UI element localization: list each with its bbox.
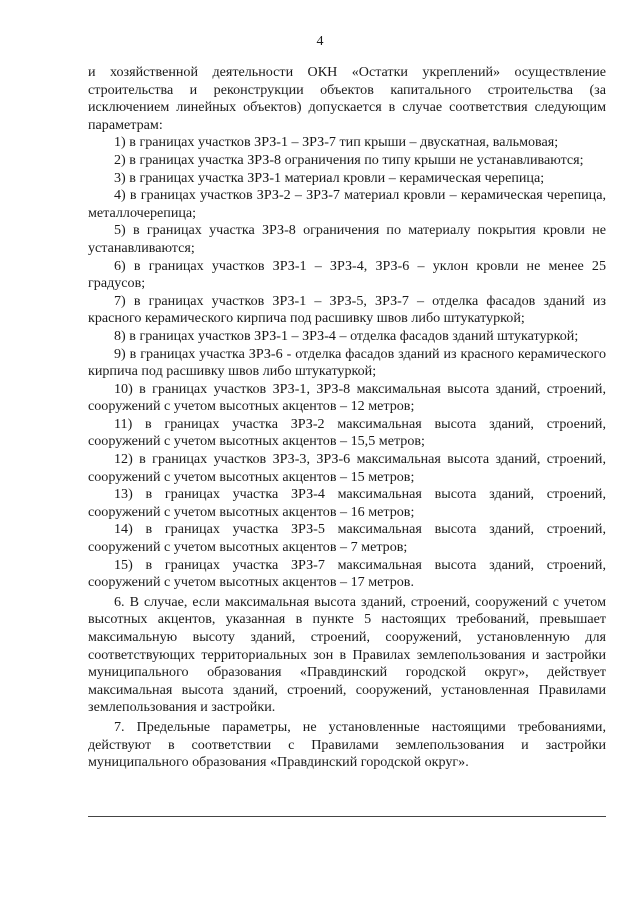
list-item: 12) в границах участков ЗРЗ-3, ЗРЗ-6 максимальная высота зданий, строений, сооружений с учетом высотных акцентов – 15 метров; [88, 451, 606, 485]
list-item: 10) в границах участков ЗРЗ-1, ЗРЗ-8 максимальная высота зданий, строений, сооружений с учетом высотных акцентов – 12 метров; [88, 380, 606, 415]
list-item: 8) в границах участков ЗРЗ-1 – ЗРЗ-4 – отделка фасадов зданий штукатуркой; [114, 327, 579, 344]
paragraph-7: 7. Предельные параметры, не установленные настоящими требованиями, действуют в соответствии с Правилами землепользования и застройки муниципального образования «Правдинский городской округ». [88, 718, 606, 771]
list-item: 11) в границах участка ЗРЗ-2 максимальная высота зданий, строений, сооружений с учетом высотных акцентов – 15,5 метров; [88, 415, 606, 450]
list-item: 2) в границах участка ЗРЗ-8 ограничения по типу крыши не устанавливаются; [114, 151, 584, 168]
list-item: 13) в границах участка ЗРЗ-4 максимальная высота зданий, строений, сооружений с учетом высотных акцентов – 16 метров; [88, 486, 606, 520]
list-item: 1) в границах участков ЗРЗ-1 – ЗРЗ-7 тип крыши – двускатная, вальмовая; [114, 134, 559, 151]
list-item: 9) в границах участка ЗРЗ-6 - отделка фасадов зданий из красного керамического кирпича под расшивку швов либо штукатуркой; [88, 345, 606, 380]
document-body [88, 64, 606, 772]
paragraph-6: 6. В случае, если максимальная высота зданий, строений, сооружений с учетом высотных акцентов, указанная в пункте 5 настоящих требований, превышает максимальную высоту зданий, строений, сооружений, установленную для соответствующих территориальных зон в Правилах землепользования и застройки муниципального образования «Правдинский городской округ», действует максимальная высота зданий, строений, сооружений, установленная Правилами землепользования и застройки. [88, 593, 606, 716]
list-item: 15) в границах участка ЗРЗ-7 максимальная высота зданий, строений, сооружений с учетом высотных акцентов – 17 метров. [88, 556, 606, 591]
footer-divider [88, 816, 606, 817]
requirements-list [88, 134, 606, 591]
page-number: 4 [316, 34, 324, 49]
lead-paragraph: и хозяйственной деятельности ОКН «Остатки укреплений» осуществление строительства и реконструкции объектов капитального строительства (за исключением линейных объектов) допускается в случае соответствия следующим параметрам: [88, 64, 606, 133]
list-item: 4) в границах участков ЗРЗ-2 – ЗРЗ-7 материал кровли – керамическая черепица, металлочерепица; [88, 187, 606, 221]
list-item: 7) в границах участков ЗРЗ-1 – ЗРЗ-5, ЗРЗ-7 – отделка фасадов зданий из красного керамического кирпича под расшивку швов либо штукатуркой; [88, 292, 606, 327]
list-item: 5) в границах участка ЗРЗ-8 ограничения по материалу покрытия кровли не устанавливаются; [88, 222, 606, 256]
list-item: 3) в границах участка ЗРЗ-1 материал кровли – керамическая черепица; [114, 169, 545, 186]
list-item: 14) в границах участка ЗРЗ-5 максимальная высота зданий, строений, сооружений с учетом высотных акцентов – 7 метров; [88, 521, 606, 556]
list-item: 6) в границах участков ЗРЗ-1 – ЗРЗ-4, ЗРЗ-6 – уклон кровли не менее 25 градусов; [88, 257, 606, 292]
